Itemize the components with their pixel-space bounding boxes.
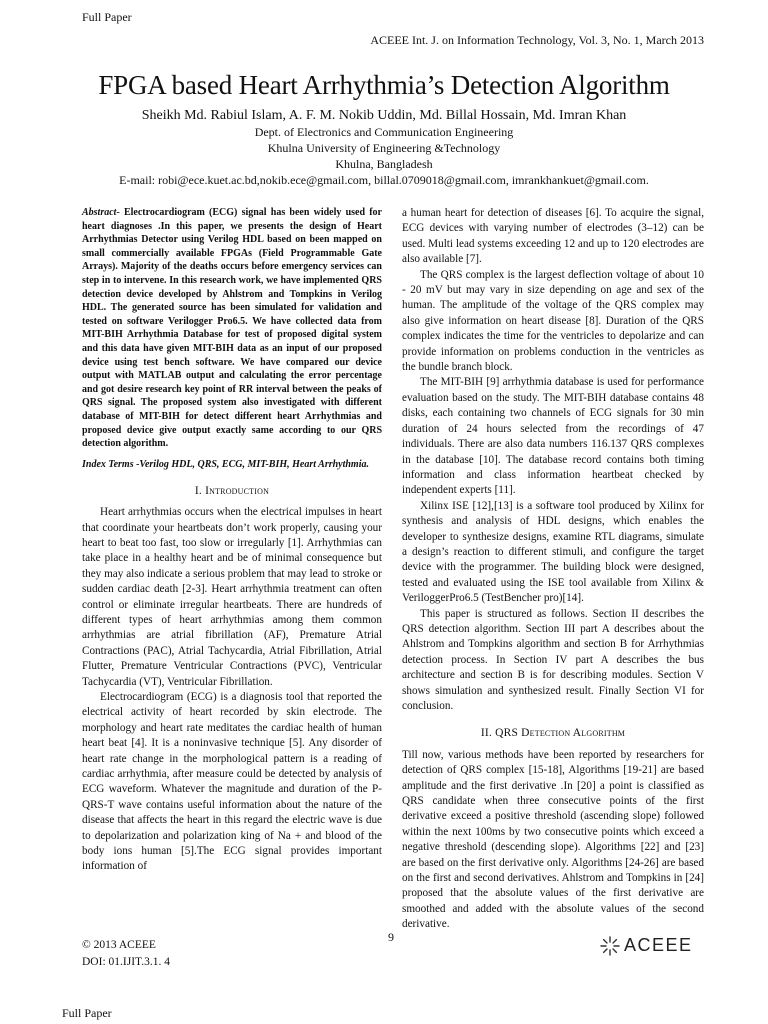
paper-title: FPGA based Heart Arrhythmia’s Detection Algorithm [98, 70, 670, 100]
paragraph: The MIT-BIH [9] arrhythmia database is used for performance evaluation based on the study. The MIT-BIH database contains 48 disks, each containing two channels of ECG signals for 30 min duration of 24 hours selected from the recordings of 47 individuals. There are also data numbers 116.137 QRS complexes in the database [10]. The database record contains both timing information and class information heartbeat checked by independent experts [11]. [402, 376, 704, 497]
publisher-logo [600, 935, 693, 956]
doi: DOI: 01.IJIT.3.1. 4 [82, 956, 170, 968]
copyright: © 2013 ACEEE [82, 939, 156, 951]
paragraph: Electrocardiogram (ECG) is a diagnosis tool that reported the electrical activity of heart recorded by skin electrode. The morphology and heart rate meditates the cardiac health of human heart beat [4]. It is a noninvasive technique [5]. Any disorder of heart rate change in the morphological pattern is a reading of cardiac arrhythmia, after measure could be detected by analysis of ECG waveform. Whatever the magnitude and duration of the P-QRS-T wave contains useful information about the nature of the disease that affects the heart in this regard the electric wave is due to depolarization and polarization king of Na + and blood of the body ions human [5].The ECG signal provides important information of [82, 690, 382, 873]
section-heading-introduction: I. Introduction [194, 484, 270, 497]
footer-info [82, 937, 170, 971]
affiliation-block [0, 124, 768, 188]
paragraph: Till now, various methods have been reported by researchers for detection of QRS complex [15-18], Algorithms [19-21] are based amplitude and the first derivative .In [20] a point is classified as QRS candidate when three consecutive points of the first derivative exceed a positive threshold (ascending slope) followed within the next 100ms by two consecutive points which exceed a negative threshold (descending slope). Algorithms [22] and [23] are based on the first derivative only. Algorithms [24-26] are based on the first and second derivatives. Ahlstrom and Tompkins in [24] proposed that the absolute values of the first derivative are smoothed and added with the absolute values of the second derivative. [402, 748, 704, 931]
abstract-lead: Abstract- [82, 207, 120, 218]
journal-citation: ACEEE Int. J. on Information Technology, Vol. 3, No. 1, March 2013 [370, 33, 704, 47]
paragraph: This paper is structured as follows. Section II describes the QRS detection algorithm. Section III part A describes about the Ahlstrom and Tompkins algorithm and section B for Arrhythmias detection process. In Section IV part A describes the bus architecture and section B is for describing modules. Section V shows simulation and synthesized result. Finally Section VI for conclusion. [402, 607, 704, 712]
affiliation-dept: Dept. of Electronics and Communication Engineering [254, 125, 514, 139]
aceee-burst-logo-icon [600, 936, 620, 956]
section-heading-qrs-detection: II. QRS Detection Algorithm [480, 727, 626, 740]
paragraph: a human heart for detection of diseases [6]. To acquire the signal, ECG devices with varying number of electrodes (3–12) can be used. Multi lead systems exceeding 12 and up to 120 electrodes are also available [7]. [402, 207, 704, 266]
paragraph: The QRS complex is the largest deflection voltage of about 10 - 20 mV but may vary in size depending on age and sex of the human. The amplitude of the voltage of the QRS complex may also give information on heart disease [8]. Duration of the QRS complex indicates the time for the ventricles to depolarize and can provide information on problems conduction in the ventricles as the bundle branch block. [402, 268, 704, 374]
affiliation-emails: E-mail: robi@ece.kuet.ac.bd,nokib.ece@gmail.com, billal.0709018@gmail.com, imrankhankuet@gmail.com. [119, 173, 649, 187]
page-number: 9 [388, 930, 394, 944]
affiliation-location: Khulna, Bangladesh [335, 157, 433, 171]
logo-text: ACEEE [624, 935, 693, 955]
paragraph: Xilinx ISE [12],[13] is a software tool produced by Xilinx for synthesis and analysis of HDL designs, which enables the developer to synthesize designs, examine RTL diagrams, simulate a design’s reaction to different stimuli, and configure the target device with the programmer. The building block were designed, tested and evaluated using the ISE tool available from Xilinx & VeriloggerPro6.5 (TestBencher pro)[14]. [402, 499, 704, 605]
right-column [402, 206, 704, 933]
abstract [82, 206, 382, 451]
left-column [82, 206, 382, 875]
affiliation-university: Khulna University of Engineering &Technology [267, 141, 501, 155]
paper-authors: Sheikh Md. Rabiul Islam, A. F. M. Nokib Uddin, Md. Billal Hossain, Md. Imran Khan [141, 108, 627, 123]
paragraph: Heart arrhythmias occurs when the electrical impulses in heart that coordinate your heartbeats don’t work properly, causing your heart to beat too fast, too slow or irregularly [1]. Arrhythmias can take place in a healthy heart and be of minimal consequence but they may also indicate a serious problem that may lead to stroke or sudden cardiac death [2-3]. Heart arrhythmia treatment can often control or eliminate irregular heartbeats. There are hundreds of different types of heart arrhythmias among them common arrhythmias are atrial fibrillation (AF), Premature Atrial Contractions (PAC), Atrial Tachycardia, Atrial Fibrillation, Atrial Flutter, Premature Ventricular Contractions (PVC), Ventricular Tachycardia (VT), Ventricular Fibrillation. [82, 506, 382, 688]
header-label: Full Paper [82, 10, 132, 24]
bottom-label: Full Paper [62, 1006, 112, 1020]
abstract-text: Electrocardiogram (ECG) signal has been widely used for heart diagnoses .In this paper, we presents the design of Heart Arrhythmias Detector using Verilog HDL based on been mapped on small commercially available FPGAs (Field Programmable Gate Arrays). Majority of the deaths occurs before emergency services can step in to intervene. In this research work, we have implemented QRS detection device developed by Ahlstrom and Tompkins in Verilog HDL. The generated source has been simulated for validation and tested on software Verilogger Pro6.5. We have collected data from MIT-BIH Arrhythmia Database for test of proposed digital system and this data have given MIT-BIH data as an input of our proposed device using test bench software. We have compared our device output with MATLAB output and calculating the error percentage and got desire research key point of RR interval between the peaks of QRS signal. The proposed system also investigated with different database of MIT-BIH for detect different heart Arrhythmias and proposed device give output exactly same according to our QRS detection algorithm. [82, 207, 382, 450]
index-terms: Index Terms -Verilog HDL, QRS, ECG, MIT-BIH, Heart Arrhythmia. [82, 458, 369, 470]
